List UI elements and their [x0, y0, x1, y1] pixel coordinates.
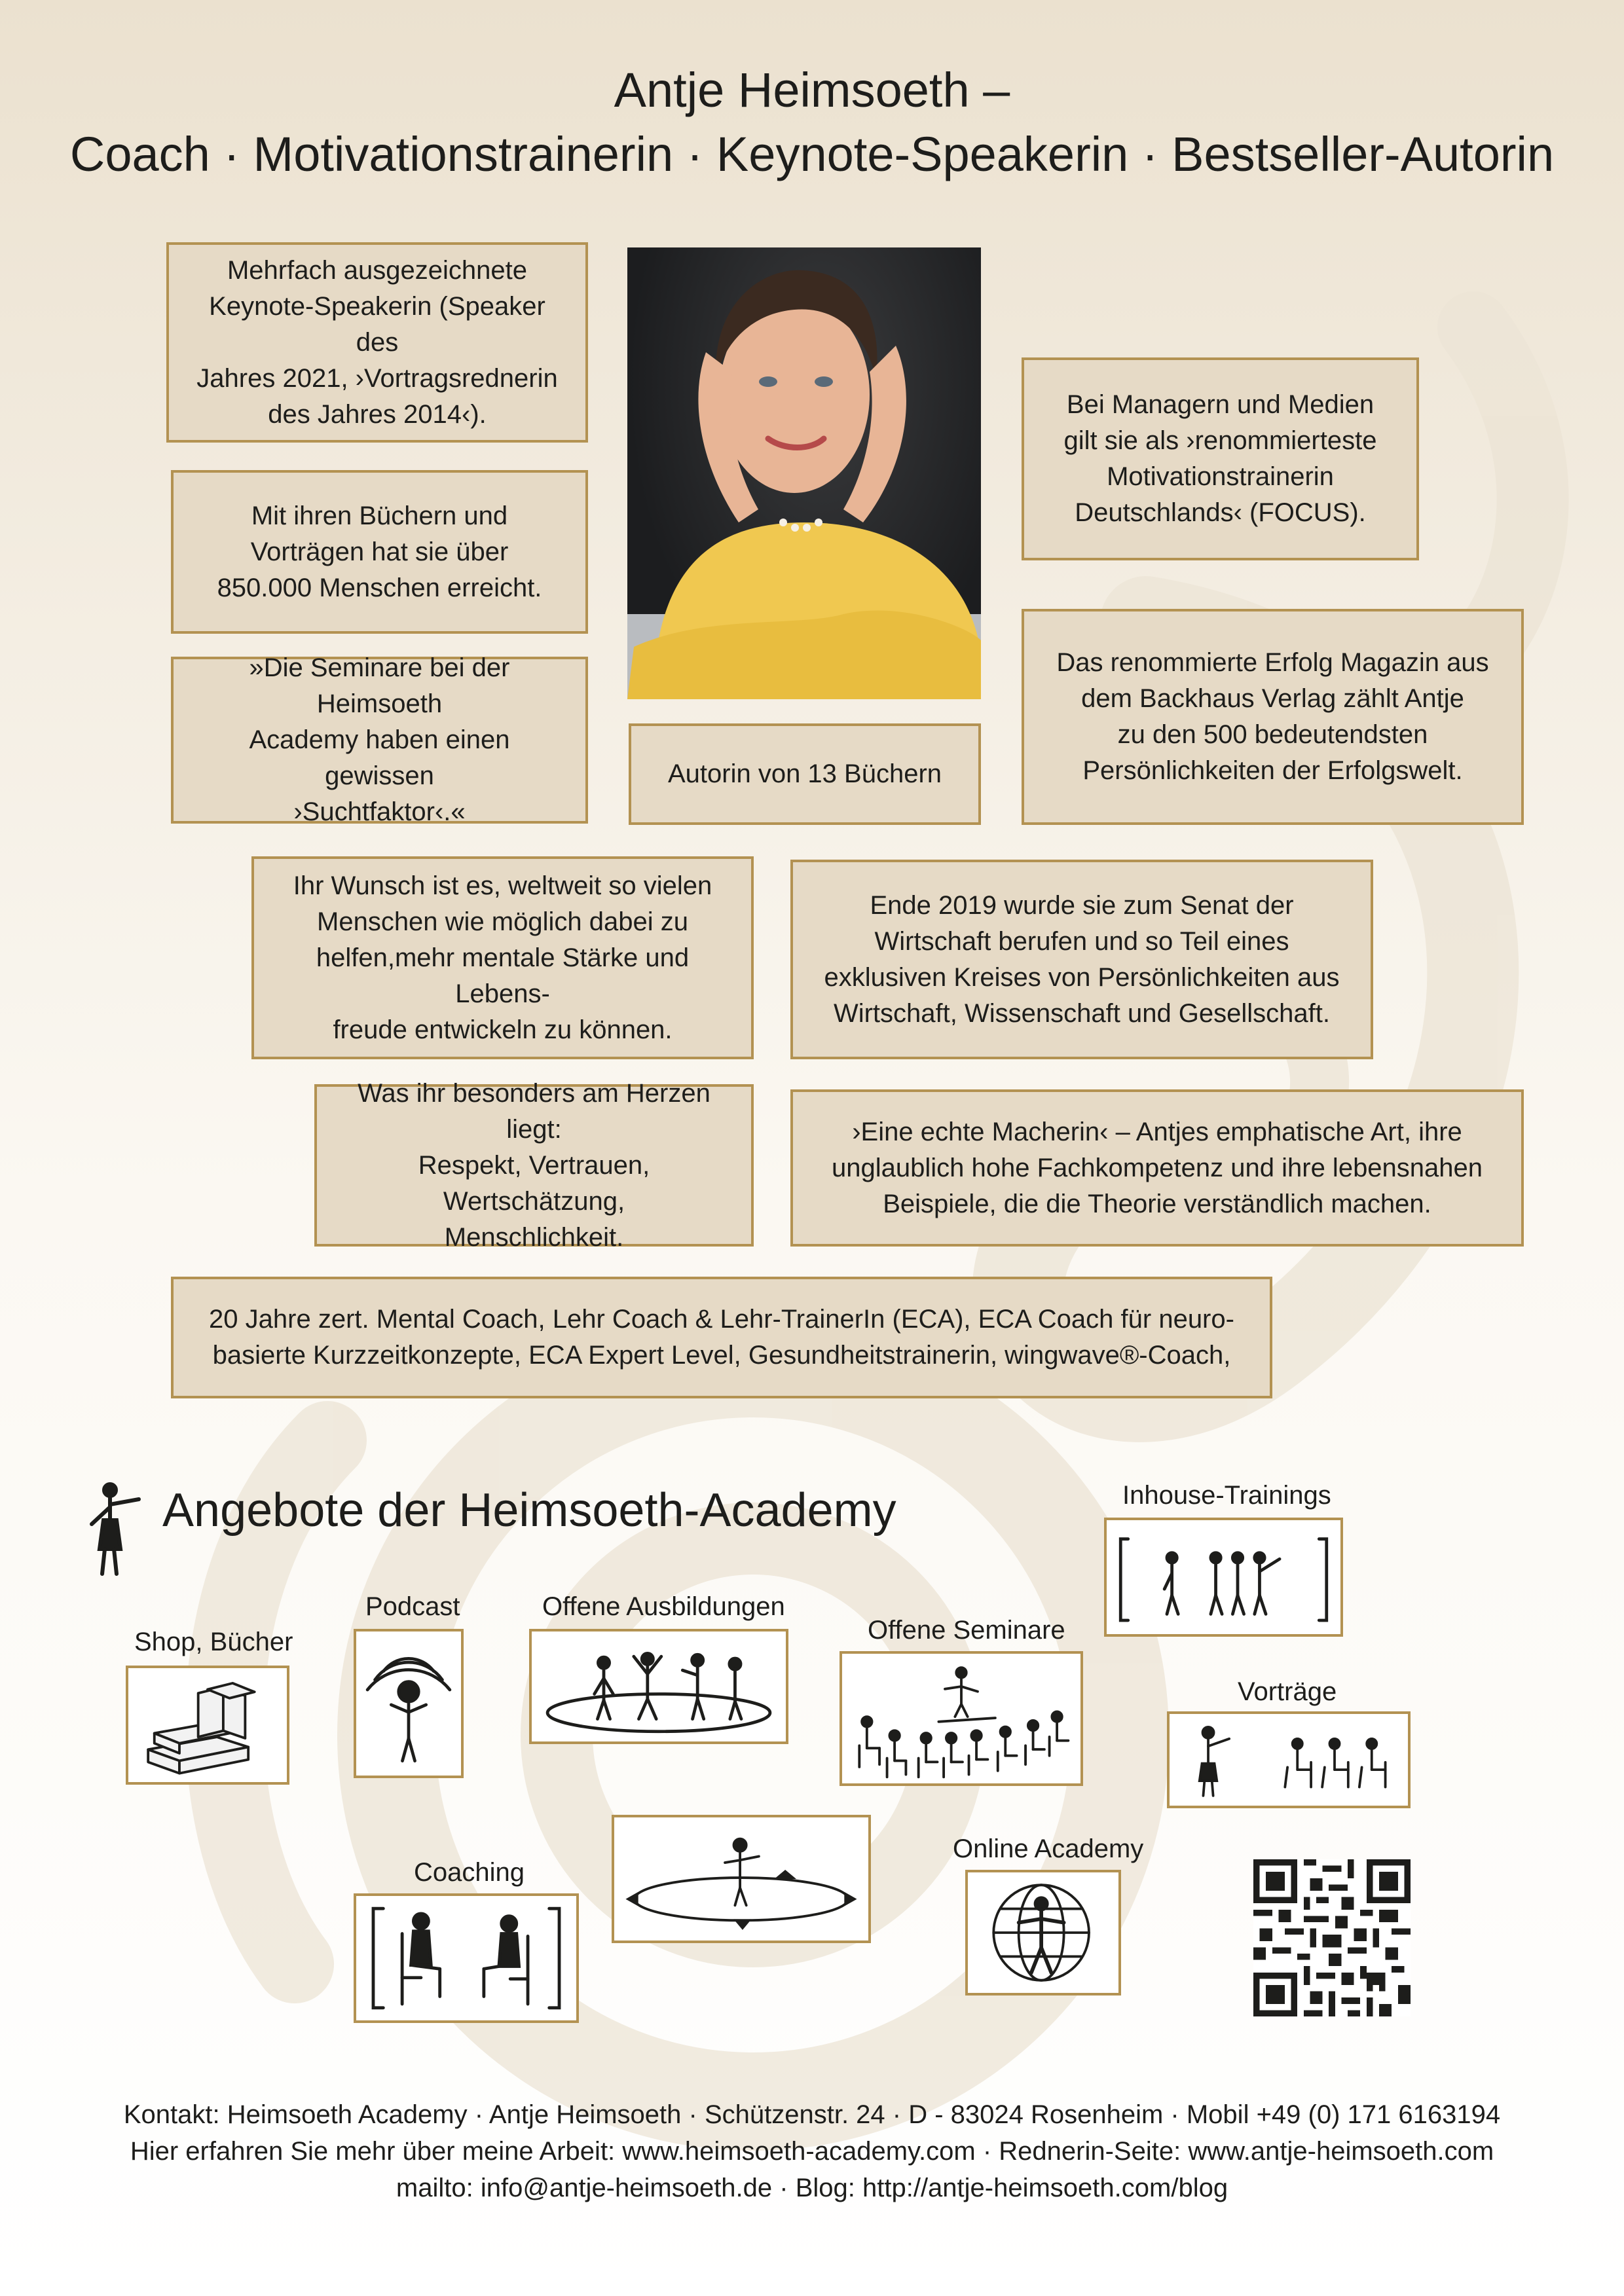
offer-label-vortraege: Vorträge — [1238, 1677, 1337, 1706]
offer-label-inhouse: Inhouse-Trainings — [1122, 1481, 1331, 1510]
offers-section-title: Angebote der Heimsoeth-Academy — [162, 1484, 896, 1537]
info-box-keynote — [166, 242, 588, 443]
blogs-icon — [614, 1817, 868, 1941]
info-box-wish-text: Ihr Wunsch ist es, weltweit so vielen Menschen wie möglich dabei zu helfen,mehr mentale Stärke und Lebens- freude entwickeln zu können. — [293, 871, 712, 1044]
podcast-icon — [356, 1631, 461, 1776]
offer-label-podcast: Podcast — [365, 1592, 460, 1621]
offer-label-seminare: Offene Seminare — [868, 1616, 1065, 1645]
offer-card-seminare[interactable] — [840, 1651, 1083, 1786]
portrait-illustration — [627, 247, 981, 699]
offer-card-online[interactable] — [965, 1870, 1121, 1995]
info-box-books-reach — [171, 470, 588, 634]
info-box-senate — [790, 860, 1373, 1059]
offer-label-shop: Shop, Bücher — [134, 1628, 293, 1656]
offer-label-online: Online Academy — [953, 1834, 1144, 1863]
ausbildungen-icon — [532, 1631, 786, 1741]
offer-card-inhouse[interactable] — [1104, 1518, 1343, 1637]
info-box-books-reach-text: Mit ihren Büchern und Vorträgen hat sie über 850.000 Menschen erreicht. — [217, 501, 542, 602]
info-box-erfolg-magazin — [1022, 609, 1524, 825]
contact-footer — [0, 2096, 1624, 2206]
info-box-managers — [1022, 357, 1419, 560]
info-box-coach-qualifications — [171, 1277, 1272, 1398]
offer-card-blogs[interactable] — [612, 1815, 871, 1943]
info-box-heart — [314, 1078, 754, 1252]
info-box-erfolg-magazin-text: Das renommierte Erfolg Magazin aus dem Backhaus Verlag zählt Antje zu den 500 bedeutendsten Persönlichkeiten der Erfolgswelt. — [1056, 648, 1489, 785]
info-box-author-text: Autorin von 13 Büchern — [667, 759, 942, 788]
info-box-coach-qualifications-text: 20 Jahre zert. Mental Coach, Lehr Coach & Lehr-TrainerIn (ECA), ECA Coach für neuro- basierte Kurzzeitkonzepte, ECA Expert Level, Gesundheitstrainerin, wingwave®-Coach, — [209, 1305, 1234, 1370]
info-box-seminars-quote-text: »Die Seminare bei der Heimsoeth Academy haben einen gewissen ›Suchtfaktor‹.« — [249, 653, 510, 826]
offer-card-coaching[interactable] — [354, 1893, 579, 2023]
contact-address: Kontakt: Heimsoeth Academy · Antje Heimsoeth · Schützenstr. 24 · D - 83024 Rosenheim · Mobil +49 (0) 171 6163194 — [123, 2100, 1501, 2129]
books-icon — [128, 1668, 287, 1782]
info-box-senate-text: Ende 2019 wurde sie zum Senat der Wirtschaft berufen und so Teil eines exklusiven Kreises von Persönlichkeiten aus Wirtschaft, Wissenschaft und Gesellschaft. — [824, 890, 1340, 1028]
inhouse-trainings-icon — [1107, 1520, 1340, 1634]
info-box-heart-text: Was ihr besonders am Herzen liegt: Respekt, Vertrauen, Wertschätzung, Menschlichkeit. — [358, 1078, 710, 1252]
coaching-icon — [356, 1896, 576, 2020]
offer-card-podcast[interactable] — [354, 1629, 464, 1778]
info-box-keynote-text: Mehrfach ausgezeichnete Keynote-Speakerin (Speaker des Jahres 2021, ›Vortragsrednerin des Jahres 2014‹). — [196, 255, 558, 429]
info-box-macherin — [790, 1089, 1524, 1247]
offer-card-ausbildungen[interactable] — [529, 1629, 788, 1744]
contact-websites[interactable]: Hier erfahren Sie mehr über meine Arbeit: www.heimsoeth-academy.com · Rednerin-Seite: www.antje-heimsoeth.com — [130, 2137, 1494, 2166]
offer-label-ausbildungen: Offene Ausbildungen — [542, 1592, 785, 1621]
offer-label-coaching: Coaching — [414, 1858, 525, 1887]
info-box-wish — [251, 856, 754, 1059]
info-box-seminars-quote — [171, 653, 588, 826]
portrait-photo — [627, 247, 981, 699]
offer-card-shop[interactable] — [126, 1666, 289, 1785]
qr-code[interactable] — [1253, 1859, 1411, 2016]
info-box-managers-text: Bei Managern und Medien gilt sie als ›renommierteste Motivationstrainerin Deutschlands‹ (FOCUS). — [1063, 390, 1377, 527]
academy-figure-icon — [84, 1481, 143, 1579]
globe-icon — [968, 1872, 1118, 1993]
seminare-icon — [842, 1654, 1080, 1783]
info-box-author — [629, 723, 981, 825]
offer-card-vortraege[interactable] — [1167, 1711, 1411, 1808]
page-title-name: Antje Heimsoeth – — [614, 63, 1010, 117]
contact-email-blog[interactable]: mailto: info@antje-heimsoeth.de · Blog: http://antje-heimsoeth.com/blog — [396, 2174, 1228, 2202]
vortraege-icon — [1170, 1714, 1408, 1806]
page-title-roles: Coach · Motivationstrainerin · Keynote-Speakerin · Bestseller-Autorin — [69, 127, 1555, 181]
info-box-macherin-text: ›Eine echte Macherin‹ – Antjes emphatische Art, ihre unglaublich hohe Fachkompetenz und ihre lebensnahen Beispiele, die die Theorie verständlich machen. — [831, 1117, 1483, 1218]
